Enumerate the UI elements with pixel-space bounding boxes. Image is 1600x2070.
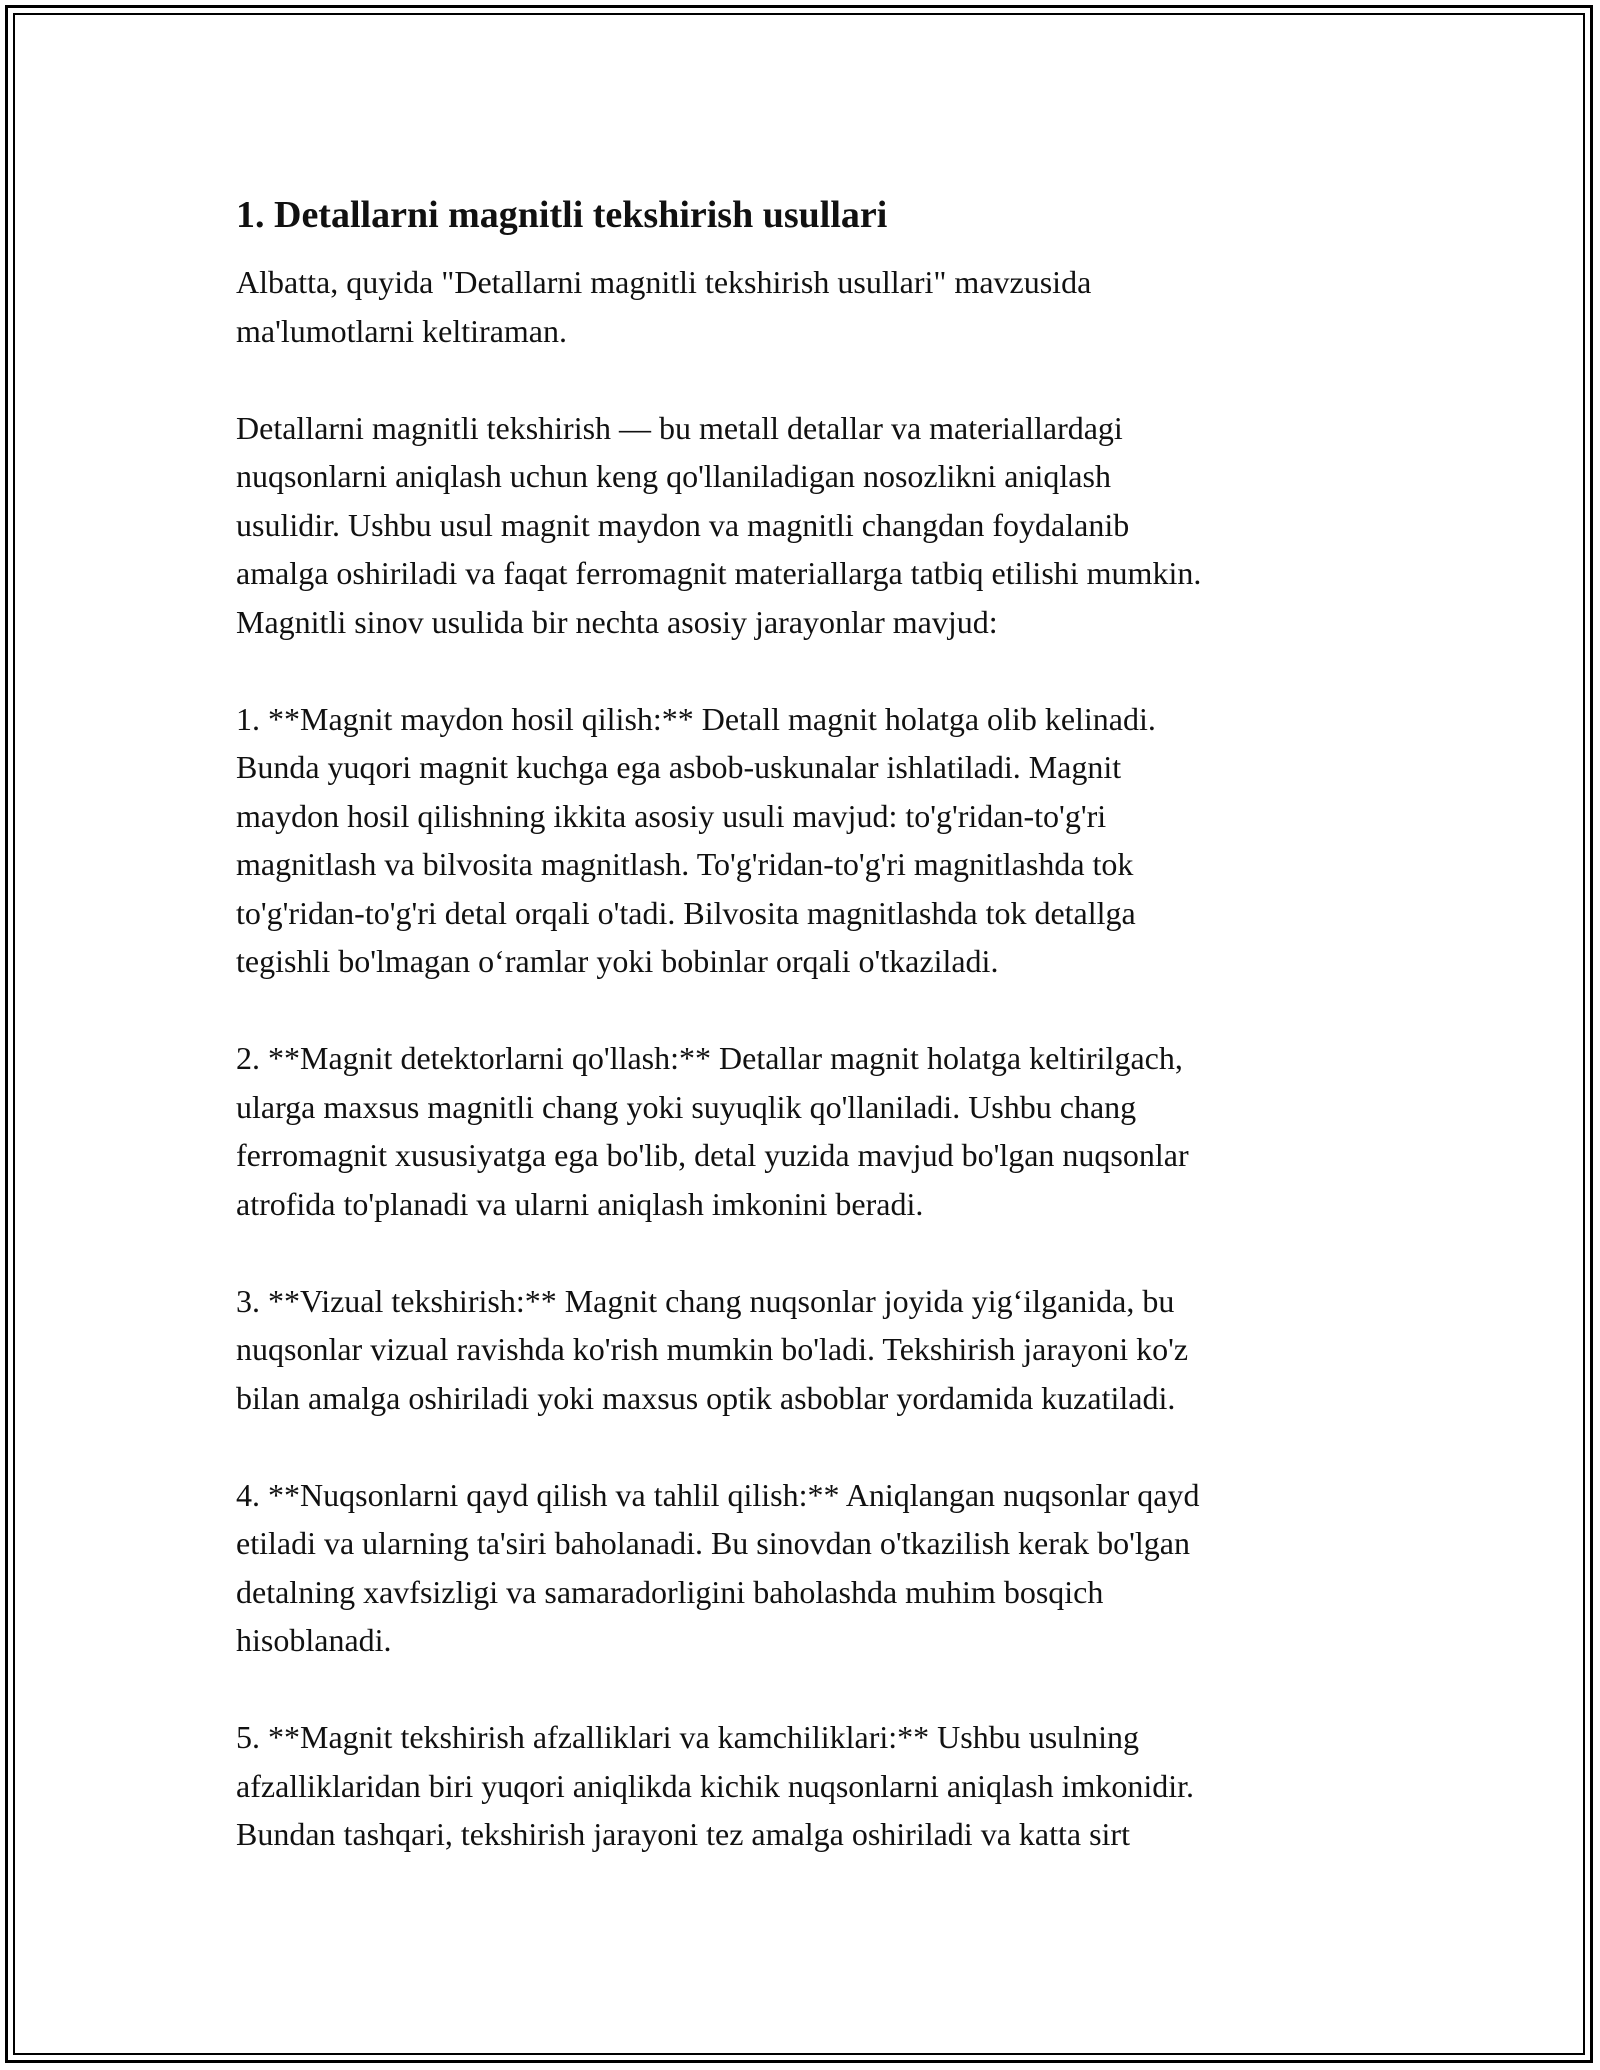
list-item-detectors: 2. **Magnit detektorlarni qo'llash:** Detallar magnit holatga keltirilgach, ularga maxsus magnitli chang yoki suyuqlik qo'llaniladi. Ushbu chang ferromagnit xususiyatga ega bo'lib, detal yuzida mavjud bo'lgan nuqsonlar atrofida to'planadi va ularni aniqlash imkonini beradi.: [236, 1040, 1189, 1222]
list-item-visual-inspection: 3. **Vizual tekshirish:** Magnit chang nuqsonlar joyida yig‘ilganida, bu nuqsonlar vizual ravishda ko'rish mumkin bo'ladi. Tekshirish jarayoni ko'z bilan amalga oshiriladi yoki maxsus optik asboblar yordamida kuzatiladi.: [236, 1282, 1189, 1416]
document-title: 1. Detallarni magnitli tekshirish usullari: [236, 194, 888, 236]
list-item-magnetization: 1. **Magnit maydon hosil qilish:** Detall magnit holatga olib kelinadi. Bunda yuqori magnit kuchga ega asbob-uskunalar ishlatiladi. Magnit maydon hosil qilishning ikkita asosiy usuli mavjud: to'g'ridan-to'g'ri magnitlash va bilvosita magnitlash. To'g'ridan-to'g'ri magnitlashda tok to'g'ridan-to'g'ri detal orqali o'tadi. Bilvosita magnitlashda tok detallga tegishli bo'lmagan o‘ramlar yoki bobinlar orqali o'tkaziladi.: [236, 700, 1156, 979]
list-item-defect-recording: 4. **Nuqsonlarni qayd qilish va tahlil qilish:** Aniqlangan nuqsonlar qayd etiladi va ularning ta'siri baholanadi. Bu sinovdan o'tkazilish kerak bo'lgan detalning xavfsizligi va samaradorligini baholashda muhim bosqich hisoblanadi.: [236, 1476, 1200, 1658]
intro-paragraph: Albatta, quyida "Detallarni magnitli tekshirish usullari" mavzusida ma'lumotlarni keltiraman.: [236, 264, 1092, 349]
document-body: [236, 190, 1366, 1907]
list-item-pros-cons: 5. **Magnit tekshirish afzalliklari va kamchiliklari:** Ushbu usulning afzalliklaridan biri yuqori aniqlikda kichik nuqsonlarni aniqlash imkonidir. Bundan tashqari, tekshirish jarayoni tez amalga oshiriladi va katta sirt: [236, 1719, 1195, 1852]
overview-paragraph: Detallarni magnitli tekshirish — bu metall detallar va materiallardagi nuqsonlarni aniqlash uchun keng qo'llaniladigan nosozlikni aniqlash usulidir. Ushbu usul magnit maydon va magnitli changdan foydalanib amalga oshiriladi va faqat ferromagnit materiallarga tatbiq etilishi mumkin. Magnitli sinov usulida bir nechta asosiy jarayonlar mavjud:: [236, 409, 1202, 640]
